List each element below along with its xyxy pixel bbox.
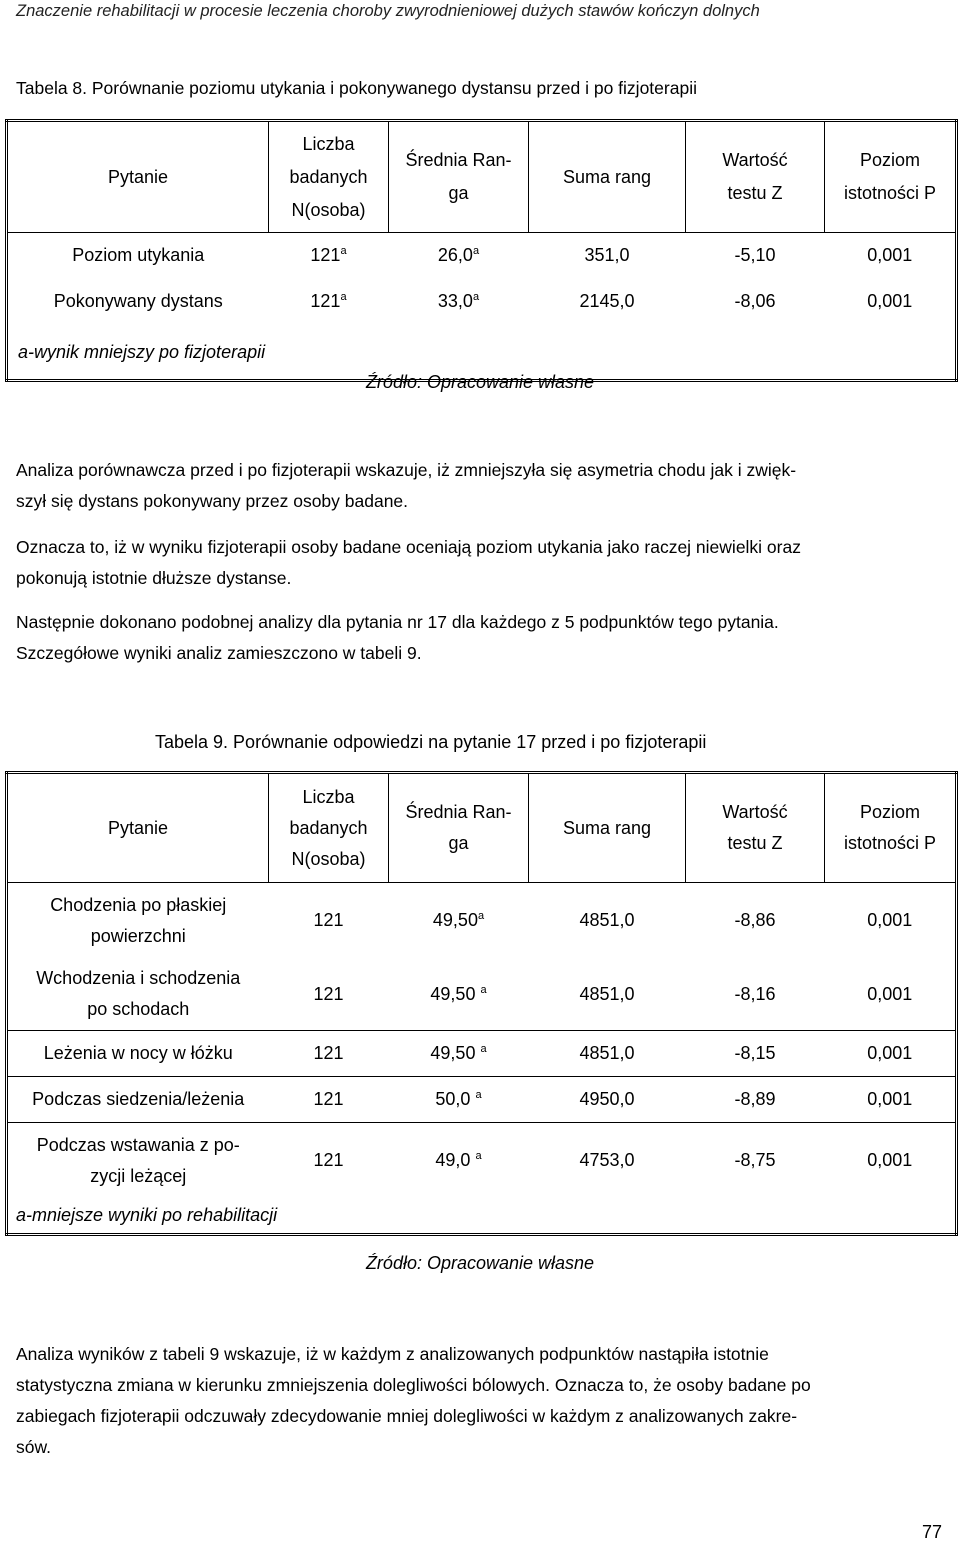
col-header-wartosc: Wartość testu Z — [686, 121, 825, 233]
table-row: Podczas siedzenia/leżenia 121 50,0 $^a$ 4950,0 -8,89 0,001 — [7, 1077, 957, 1123]
paragraph: Analiza wyników z tabeli 9 wskazuje, iż w każdym z analizowanych podpunktów nastąpiła istotnie statystyczna zmiana w kierunku zmniejszenia dolegliwości bólowych. Oznacza to, że osoby badane po zabiegach fizjoterapii odczuwały zdecydowanie mniej dolegliwości w każdym z analizowanych zakre- sów. — [16, 1344, 811, 1457]
col-header-poziom: Poziom istotności P — [825, 773, 957, 883]
table8-source: Źródło: Opracowanie własne — [365, 372, 595, 392]
col-header-poziom: Poziom istotności P — [825, 121, 957, 233]
col-header-liczba: Liczba badanych N(osoba) — [269, 773, 389, 883]
col-header-pytanie: Pytanie — [7, 121, 269, 233]
table-row: Wchodzenia i schodzenia po schodach 121 49,50 $^a$ 4851,0 -8,16 0,001 — [36, 968, 913, 1020]
table9 — [5, 771, 958, 1236]
col-header-srednia: Średnia Ran- ga — [389, 121, 529, 233]
table-row: Podczas wstawania z po- zycji leżącej 121 49,0 $^a$ 4753,0 -8,75 0,001 — [7, 1123, 957, 1199]
col-header-wartosc: Wartość testu Z — [686, 773, 825, 883]
table8-title: Tabela 8. Porównanie poziomu utykania i pokonywanego dystansu przed i po fizjoterapii — [16, 78, 697, 98]
col-header-pytanie: Pytanie — [7, 773, 269, 883]
paragraph: Analiza porównawcza przed i po fizjoterapii wskazuje, iż zmniejszyła się asymetria chodu jak i zwięk- szył się dystans pokonywany przez osoby badane. — [16, 460, 797, 511]
col-header-srednia: Średnia Ran- ga — [389, 773, 529, 883]
table-row: Leżenia w nocy w łóżku 121 49,50 $^a$ 4851,0 -8,15 0,001 — [7, 1031, 957, 1077]
table-row: Pokonywany dystans 121$^a$ 33,0$^a$ 2145,0 -8,06 0,001 — [53, 291, 913, 311]
paragraph: Oznacza to, iż w wyniku fizjoterapii osoby badane oceniają poziom utykania jako raczej niewielki oraz pokonują istotnie dłuższe dystanse. — [16, 537, 801, 588]
page-number: 77 — [921, 1522, 942, 1542]
table8-note: a-wynik mniejszy po fizjoterapii — [18, 341, 266, 362]
table-row: Poziom utykania 121$^a$ 26,0$^a$ 351,0 -5,10 0,001 — [72, 245, 913, 266]
paragraph: Następnie dokonano podobnej analizy dla pytania nr 17 dla każdego z 5 podpunktów tego pytania. Szczegółowe wyniki analiz zamieszczono w tabeli 9. — [16, 612, 779, 663]
col-header-suma: Suma rang — [529, 773, 686, 883]
table9-source: Źródło: Opracowanie własne — [365, 1253, 595, 1273]
col-header-suma: Suma rang — [529, 121, 686, 233]
table8 — [5, 119, 958, 382]
table9-note: a-mniejsze wyniki po rehabilitacji — [16, 1205, 278, 1226]
running-header: Znaczenie rehabilitacji w procesie leczenia choroby zwyrodnieniowej dużych stawów kończyn dolnych — [16, 2, 760, 20]
table9-title: Tabela 9. Porównanie odpowiedzi na pytanie 17 przed i po fizjoterapii — [155, 732, 707, 752]
table-row: Chodzenia po płaskiej powierzchni 121 49,50$^a$ 4851,0 -8,86 0,001 — [50, 894, 913, 946]
col-header-liczba: Liczba badanych N(osoba) — [269, 121, 389, 233]
